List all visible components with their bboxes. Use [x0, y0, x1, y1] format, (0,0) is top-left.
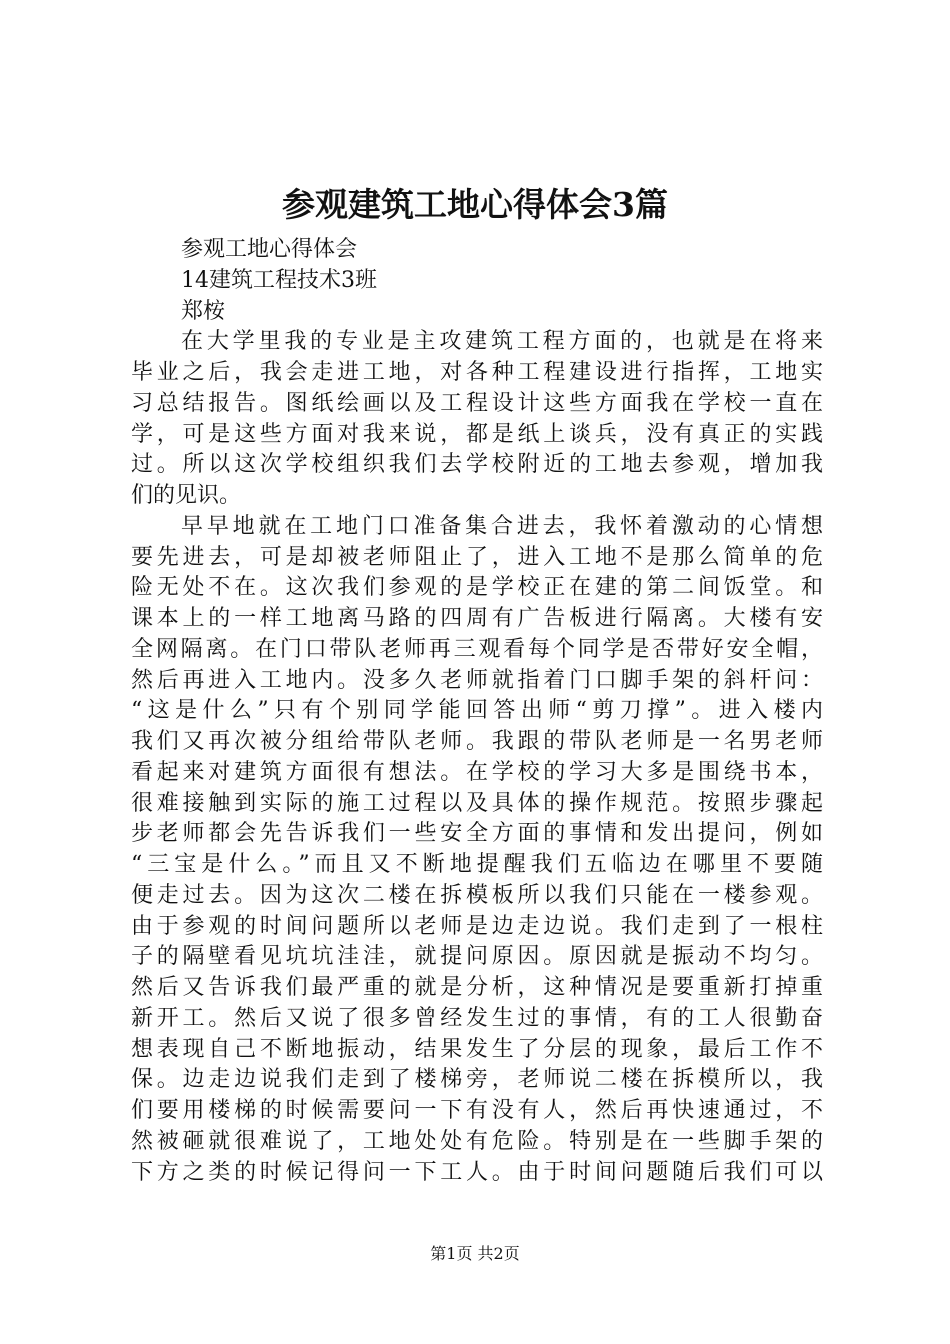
paragraph-line: 想表现自己不断地振动，结果发生了分层的现象，最后工作不: [131, 1036, 823, 1062]
paragraph-1: [131, 327, 823, 512]
paragraph-line: 全网隔离。在门口带队老师再三观看每个同学是否带好安全帽，: [131, 636, 823, 662]
paragraph-line: “三宝是什么。”而且又不断地提醒我们五临边在哪里不要随: [131, 852, 823, 877]
paragraph-line: 保。边走边说我们走到了楼梯旁，老师说二楼在拆模所以，我: [131, 1067, 823, 1093]
paragraph-line: 在大学里我的专业是主攻建筑工程方面的，也就是在将来: [181, 329, 823, 355]
paragraph-line: 然后又告诉我们最严重的就是分析，这种情况是要重新打掉重: [131, 975, 823, 1000]
paragraph-line: 看起来对建筑方面很有想法。在学校的学习大多是围绕书本，: [131, 759, 823, 785]
paragraph-line: 然被砸就很难说了，工地处处有危险。特别是在一些脚手架的: [131, 1128, 823, 1154]
paragraph-line: 毕业之后，我会走进工地，对各种工程建设进行指挥，工地实: [131, 360, 823, 385]
paragraph-line: 很难接触到实际的施工过程以及具体的操作规范。按照步骤起: [131, 790, 823, 816]
paragraph-line: 们要用楼梯的时候需要问一下有没有人，然后再快速通过，不: [131, 1098, 823, 1123]
paragraph-line: 要先进去，可是却被老师阻止了，进入工地不是那么简单的危: [131, 544, 823, 570]
paragraph-line: 我们又再次被分组给带队老师。我跟的带队老师是一名男老师: [131, 729, 823, 754]
paragraph-line: 早早地就在工地门口准备集合进去，我怀着激动的心情想: [181, 513, 823, 539]
paragraph-line: 由于参观的时间问题所以老师是边走边说。我们走到了一根柱: [131, 913, 823, 939]
paragraph-line: 便走过去。因为这次二楼在拆模板所以我们只能在一楼参观。: [131, 882, 823, 908]
paragraph-line: 们的见识。: [131, 483, 242, 508]
page-footer: 第1页 共2页: [430, 1244, 520, 1263]
paragraph-2: [131, 512, 823, 1189]
document-body: [131, 235, 823, 1188]
paragraph-line: 然后再进入工地内。没多久老师就指着门口脚手架的斜杆问：: [131, 667, 823, 693]
paragraph-line: 步老师都会先告诉我们一些安全方面的事情和发出提问，例如: [131, 821, 823, 847]
paragraph-line: 新开工。然后又说了很多曾经发生过的事情，有的工人很勤奋: [131, 1005, 823, 1031]
document-title: 参观建筑工地心得体会3篇: [282, 185, 668, 224]
paragraph-line: 险无处不在。这次我们参观的是学校正在建的第二间饭堂。和: [131, 575, 823, 601]
paragraph-line: “这是什么”只有个别同学能回答出师“剪刀撑”。进入楼内: [131, 698, 823, 724]
paragraph-line: 学，可是这些方面对我来说，都是纸上谈兵，没有真正的实践: [131, 421, 823, 447]
header-line-subtitle: 参观工地心得体会: [181, 237, 358, 262]
header-line-author: 郑桉: [181, 298, 226, 324]
paragraph-line: 习总结报告。图纸绘画以及工程设计这些方面我在学校一直在: [131, 390, 823, 416]
paragraph-line: 过。所以这次学校组织我们去学校附近的工地去参观，增加我: [131, 452, 823, 478]
header-line-class: 14建筑工程技术3班: [181, 267, 377, 293]
paragraph-line: 课本上的一样工地离马路的四周有广告板进行隔离。大楼有安: [131, 606, 823, 631]
paragraph-line: 下方之类的时候记得问一下工人。由于时间问题随后我们可以: [131, 1159, 823, 1185]
paragraph-line: 子的隔壁看见坑坑洼洼，就提问原因。原因就是振动不均匀。: [131, 944, 823, 970]
